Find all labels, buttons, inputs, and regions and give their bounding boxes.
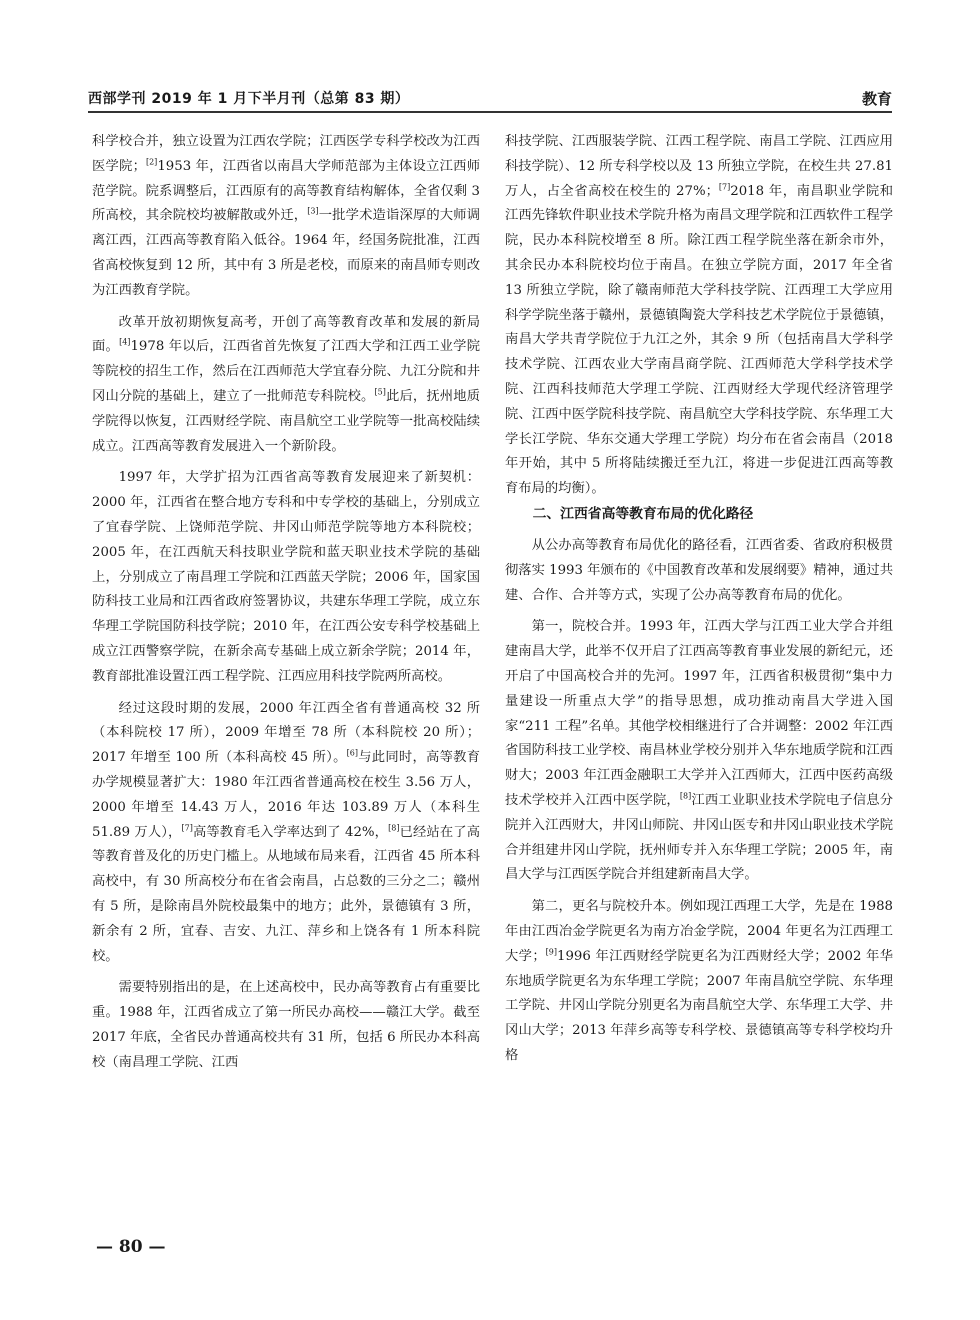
citation-marker: [9] (545, 947, 557, 957)
citation-marker: [3] (307, 206, 319, 216)
citation-marker: [4] (119, 337, 131, 347)
paragraph: 从公办高等教育布局优化的路径看，江西省委、省政府积极贯彻落实 1993 年颁布的《中国教育改革和发展纲要》精神，通过共建、合作、合并等方式，实现了公办高等教育布局的优化。 (505, 537, 894, 603)
page-number: — 80 — (96, 1237, 166, 1257)
paragraph: 科学校合并，独立设置为江西农学院；江西医学专科学校改为江西医学院；[2]1953 年，江西省以南昌大学师范部为主体设立江西师范学院。院系调整后，江西原有的高等教育结构解体，全省仅剩 3 所高校，其余院校均被解散或外迁，[3]一批学术造诣深厚的大师调离江西，江西高等教育陷入低谷。1964 年，经国务院批准，江西省高校恢复到 12 所，其中有 3 所是老校，而原来的南昌师专则改为江西教育学院。 (92, 134, 481, 298)
paragraph: 改革开放初期恢复高考，开创了高等教育改革和发展的新局面。[4]1978 年以后，江西省首先恢复了江西大学和江西工业学院等院校的招生工作，然后在江西师范大学宜春分院、九江分院和井冈山分院的基础上，建立了一批师范专科院校。[5]此后，抚州地质学院得以恢复，江西财经学院、南昌航空工业学院等一批高校陆续成立。江西高等教育发展进入一个新阶段。 (92, 314, 481, 454)
section-heading: 二、江西省高等教育布局的优化路径 (532, 505, 754, 522)
citation-marker: [6] (346, 748, 358, 758)
running-header (88, 84, 892, 114)
right-column (505, 130, 893, 1069)
paragraph: 第二，更名与院校升本。例如现江西理工大学，先是在 1988 年由江西冶金学院更名为南方冶金学院，2004 年更名为江西理工大学；[9]1996 年江西财经学院更名为江西财经大学；2002 年华东地质学院更名为东华理工学院；2007 年南昌航空学院、东华理工学院、井冈山学院分别更名为南昌航空大学、东华理工大学、井冈山大学；2013 年萍乡高等专科学校、景德镇高等专科学校均升格 (505, 899, 893, 1063)
citation-marker: [2] (145, 157, 158, 167)
citation-marker: [8] (388, 823, 400, 833)
left-column (92, 130, 480, 1075)
citation-marker: [7] (181, 823, 193, 833)
paragraph: 第一，院校合并。1993 年，江西大学与江西工业大学合并组建南昌大学，此举不仅开启了江西高等教育事业发展的新纪元，还开启了中国高校合并的先河。1997 年，江西省积极贯彻“集中力量建设一所重点大学”的指导思想，成功推动南昌大学进入国家“211 工程”名单。其他学校相继进行了合并调整：2002 年江西省国防科技工业学校、南昌林业学校分别并入华东地质学院和江西财大；2003 年江西金融职工大学并入江西师大，江西中医药高级技术学校并入江西中医学院，[8]江西工业职业技术学院电子信息分院并入江西财大，井冈山师院、井冈山医专和井冈山职业技术学院合并组建井冈山学院，抚州师专并入东华理工学院；2005 年，南昌大学与江西医学院合并组建新南昌大学。 (505, 619, 894, 883)
paragraph: 经过这段时期的发展，2000 年江西全省有普通高校 32 所（本科院校 17 所），2009 年增至 78 所（本科院校 20 所）；2017 年增至 100 所（本科高校 45 所）。[6]与此同时，高等教育办学规模显著扩大：1980 年江西省普通高校在校生 3.56 万人，2000 年增至 14.43 万人，2016 年达 103.89 万人（本科生 51.89 万人），[7]高等教育毛入学率达到了 42%，[8]已经站在了高等教育普及化的历史门槛上。从地域布局来看，江西省 45 所本科高校中，有 30 所高校分布在省会南昌，占总数的三分之二；赣州有 5 所，是除南昌外院校最集中的地方；此外，景德镇有 3 所，新余有 2 所，宜春、吉安、九江、萍乡和上饶各有 1 所本科院校。 (92, 700, 481, 964)
paragraph: 需要特别指出的是，在上述高校中，民办高等教育占有重要比重。1988 年，江西省成立了第一所民办高校——赣江大学。截至 2017 年底，全省民办普通高校共有 31 所，包括 6 所民办本科高校（南昌理工学院、江西 (92, 980, 480, 1070)
citation-marker: [7] (718, 182, 731, 192)
section-label: 教育 (861, 90, 892, 108)
journal-title: 西部学刊 2019 年 1 月下半月刊（总第 83 期） (88, 91, 410, 107)
paragraph: 1997 年，大学扩招为江西省高等教育发展迎来了新契机：2000 年，江西省在整合地方专科和中专学校的基础上，分别成立了宜春学院、上饶师范学院、井冈山师范学院等地方本科院校；2005 年，在江西航天科技职业学院和蓝天职业技术学院的基础上，分别成立了南昌理工学院和江西蓝天学院；2006 年，国家国防科技工业局和江西省政府签署协议，共建东华理工学院，成立东华理工学院国防科技学院；2010 年，在江西公安专科学校基础上成立江西警察学院，在新余高专基础上成立新余学院；2014 年，教育部批准设置江西工程学院、江西应用科技学院两所高校。 (92, 470, 480, 684)
header-rule (88, 111, 892, 113)
citation-marker: [8] (679, 791, 692, 801)
paragraph: 科技学院、江西服装学院、江西工程学院、南昌工学院、江西应用科技学院）、12 所专科学校以及 13 所独立学院，在校生共 27.81 万人，占全省高校在校生的 27%；[7]2018 年，南昌职业学院和江西先锋软件职业技术学院升格为南昌文理学院和江西软件工程学院，民办本科院校增至 8 所。除江西工程学院坐落在新余市外，其余民办本科院校均位于南昌。在独立学院方面，2017 年全省 13 所独立学院，除了赣南师范大学科技学院、江西理工大学应用科学学院坐落于赣州，景德镇陶瓷大学科技艺术学院位于景德镇，南昌大学共青学院位于九江之外，其余 9 所（包括南昌大学科学技术学院、江西农业大学南昌商学院、江西师范大学科学技术学院、江西科技师范大学理工学院、江西财经大学现代经济管理学院、江西中医学院科技学院、南昌航空大学科技学院、东华理工大学长江学院、华东交通大学理工学院）均分布在省会南昌（2018 年开始，其中 5 所将陆续搬迁至九江，将进一步促进江西高等教育布局的均衡）。 (505, 134, 893, 497)
citation-marker: [5] (374, 387, 386, 397)
